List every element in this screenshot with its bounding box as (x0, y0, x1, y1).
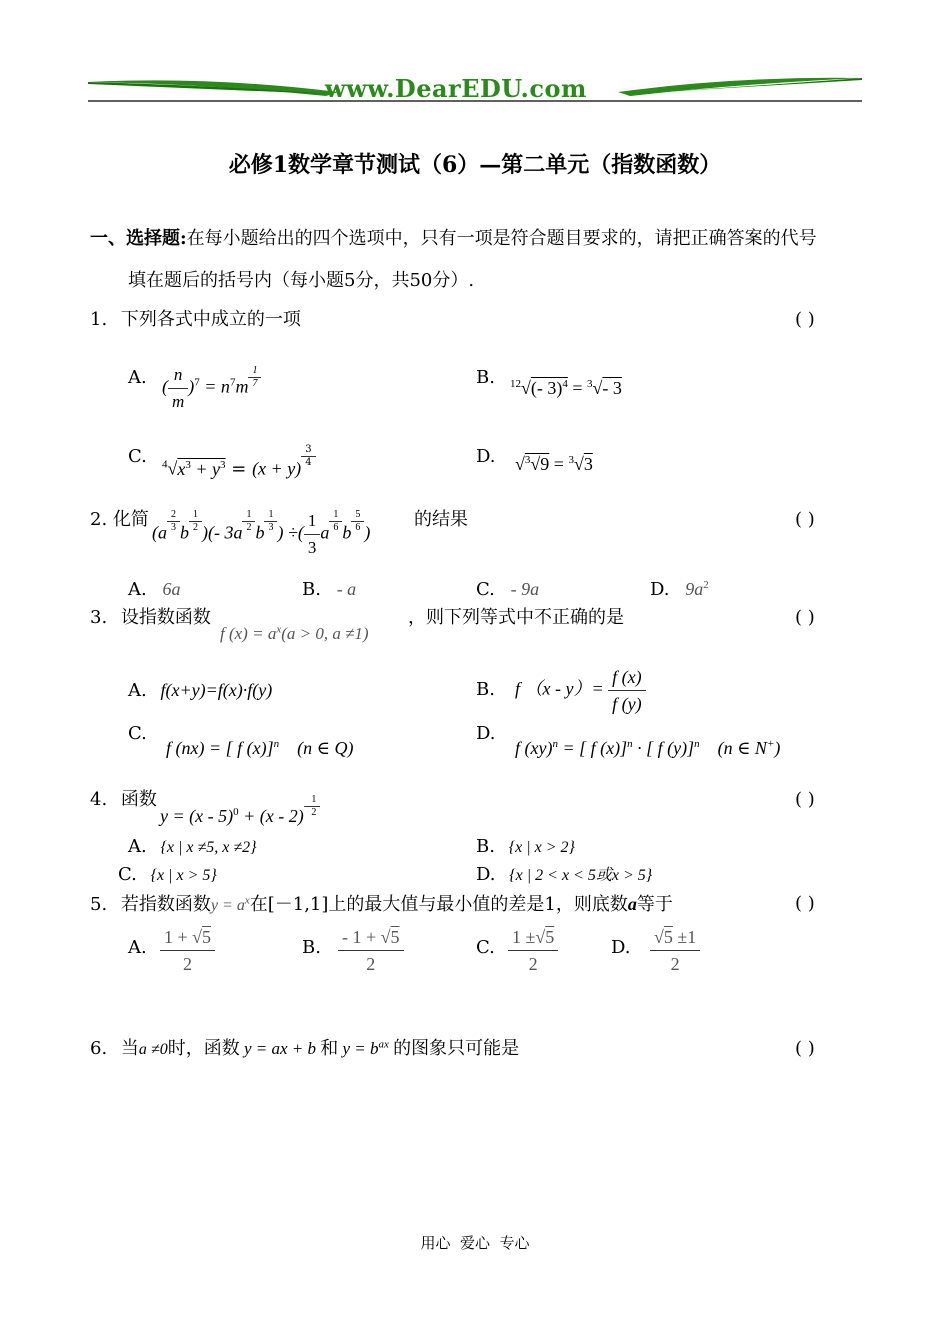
q4-option-c: C. {x | x > 5} (118, 864, 217, 885)
q4-option-a: A. {x | x ≠5, x ≠2} (128, 836, 257, 857)
q1-option-d-label: D. (476, 446, 496, 467)
question-text-var: a (627, 894, 637, 914)
question-text: 下列各式中成立的一项 (120, 309, 301, 330)
question-1 (90, 308, 301, 332)
question-text-prefix: 函数 (120, 789, 157, 810)
header-logo (88, 70, 862, 110)
answer-paren-q4: ( ) (795, 789, 815, 810)
q5-option-b-label: B. (302, 937, 321, 958)
question-3 (90, 606, 211, 630)
q3-option-c-formula: f (nx) = [ f (x)]$^n$ (n ∈ Q) (166, 738, 354, 758)
page-title: 必修1数学章节测试（6）—第二单元（指数函数） (228, 152, 722, 178)
q5-option-c-label: C. (476, 937, 495, 958)
q6-function-1: y = ax + b (239, 1039, 321, 1058)
q3-option-d-label: D. (476, 723, 496, 744)
question-number: 1. (90, 309, 108, 330)
q1-option-b-label: B. (476, 367, 495, 388)
q2-option-c: C. - 9a (476, 579, 540, 600)
q1-option-a-formula: ( $\frac{n}{m}$ )$^7 = n^7m$ $^{\frac{1}{7}}$ (162, 362, 261, 415)
answer-paren-q2: ( ) (795, 509, 815, 530)
q4-option-d: D. {x | 2 < x < 5或x > 5} (476, 864, 653, 885)
q2-option-b: B. - a (302, 579, 357, 600)
q3-option-b-label: B. (476, 679, 495, 700)
q2-option-a: A. 6a (128, 579, 181, 600)
section-label: 一、选择题: (90, 228, 187, 249)
q1-option-a-label: A. (128, 367, 147, 388)
q4-function: y = (x - 5)$^0$ + (x - 2)$^{- \frac{1}{2}}$ (160, 800, 320, 828)
q1-option-d-formula: √$^3$√9 = $^3$√3 (515, 454, 593, 474)
answer-paren-q3: ( ) (795, 607, 815, 628)
q1-option-c-formula: $^4√x^3 + y^3 = (x + y)$ $^{\frac{3}{4}}$ (162, 452, 316, 482)
question-text-suffix: 等于 (636, 894, 673, 915)
q3-option-c-label: C. (128, 723, 147, 744)
q5-option-d-label: D. (611, 937, 631, 958)
question-5 (90, 892, 673, 918)
question-text-prefix: 若指数函数 (120, 894, 211, 915)
answer-paren-q6: ( ) (795, 1038, 815, 1059)
q1-option-b-formula: $^{12}$√(- 3)$^4$ = $^3$√- 3 (510, 378, 622, 398)
question-text-prefix: 设指数函数 (120, 607, 211, 628)
question-text-suffix: 的结果 (414, 509, 468, 530)
q1-option-c-label: C. (128, 446, 147, 467)
q5-function: $y = a^x$ (210, 894, 250, 914)
question-number: 6. (90, 1038, 108, 1059)
question-4 (90, 788, 157, 812)
question-text-prefix: 化简 (112, 509, 149, 530)
q6-function-2: $y = b^{ax}$ (338, 1038, 389, 1058)
question-2 (90, 508, 149, 532)
q2-option-d: D. $9a^2$ (650, 579, 709, 600)
question-text-mid1: 时，函数 (167, 1038, 240, 1059)
answer-paren-q5: ( ) (795, 893, 815, 914)
q3-option-a: A. f(x+y)=f(x)·f(y) (128, 680, 273, 701)
question-number: 4. (90, 789, 108, 810)
q3-option-d-formula: f (xy)$^n$ = [ f (x)]$^n$ · [ f (y)]$^n$ (n ∈ N+) (515, 738, 781, 758)
answer-paren-q1: ( ) (795, 309, 815, 330)
q5-option-d-formula: $\frac{√5 \pm 1}{2}$ (650, 924, 700, 977)
question-text-suffix: ，则下列等式中不正确的是 (408, 607, 624, 628)
q5-option-a-formula: $\frac{1 + √5}{2}$ (160, 924, 215, 977)
q2-expression: (a $^{\frac{2}{3}}$ b $^{\frac{1}{2}}$ )(- 3a $^{\frac{1}{2}}$ b $^{\frac{1}{3}}$ ) ÷( $\frac{1}{3}$ a $^{\frac{1}{6}}$ b $^{\frac{5}{6}}$ ) (152, 508, 371, 557)
q5-option-b-formula: $\frac{- 1 + √5}{2}$ (338, 924, 404, 977)
instructions-line-1: 在每小题给出的四个选项中，只有一项是符合题目要求的，请把正确答案的代号 (186, 228, 817, 249)
question-text-suffix: 的图象只可能是 (393, 1038, 520, 1059)
logo-text: www.DearEDU.com (325, 74, 587, 103)
instructions-line-2: 填在题后的括号内（每小题5分，共50分）. (128, 270, 475, 291)
question-6 (90, 1037, 519, 1062)
q6-condition: a ≠0 (138, 1041, 168, 1058)
question-number: 3. (90, 607, 108, 628)
question-number: 2. (90, 509, 108, 530)
question-text-mid: 在[－1,1]上的最大值与最小值的差是1，则底数 (249, 894, 628, 915)
q4-option-b: B. {x | x > 2} (476, 836, 575, 857)
section-instructions (90, 227, 817, 251)
q3-function-def: f $(x) = a^x(a > 0$, a ≠1) (220, 623, 369, 643)
page-footer: 用心 爱心 专心 (420, 1234, 530, 1252)
question-number: 5. (90, 894, 108, 915)
question-text-mid2: 和 (320, 1038, 339, 1059)
q5-option-c-formula: $\frac{1 \pm√5}{2}$ (508, 924, 558, 977)
q3-option-b-formula: f （x - y）= $\frac{f (x)}{f (y)}$ (515, 664, 646, 717)
q5-option-a-label: A. (128, 937, 147, 958)
question-text-prefix: 当 (120, 1038, 139, 1059)
